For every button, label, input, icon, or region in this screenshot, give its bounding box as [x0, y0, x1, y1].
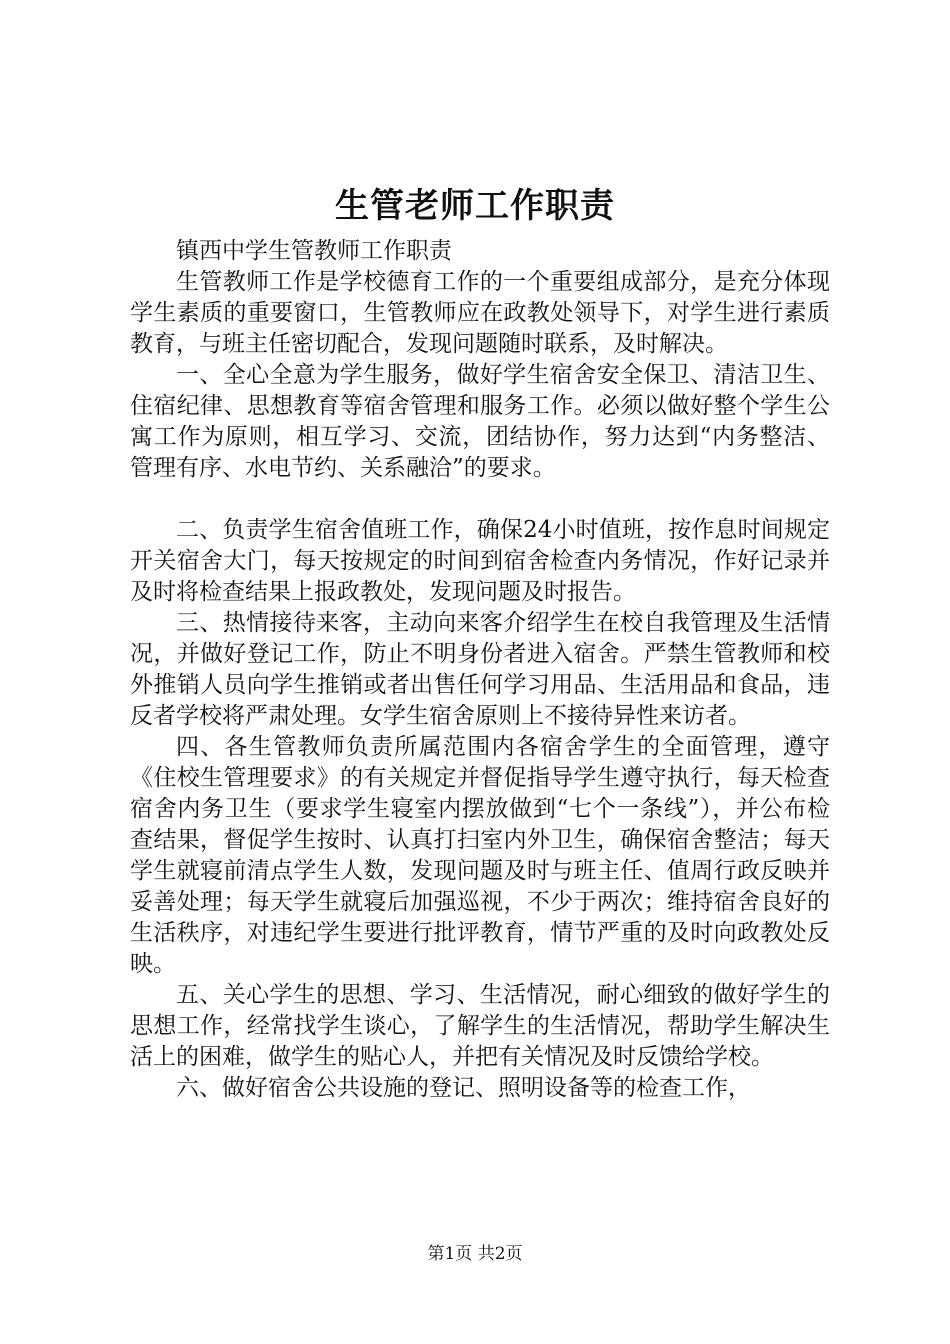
duty-paragraph-4: 四、各生管教师负责所属范围内各宿舍学生的全面管理，遵守《住校生管理要求》的有关规定并督促指导学生遵守执行，每天检查宿舍内务卫生（要求学生寝室内摆放做到“七个一条线”），并公布检查结果，督促学生按时、认真打扫室内外卫生，确保宿舍整洁；每天学生就寝前清点学生人数，发现问题及时与班主任、值周行政反映并妥善处理；每天学生就寝后加强巡视，不少于两次；维持宿舍良好的生活秩序，对违纪学生要进行批评教育，情节严重的及时向政教处反映。: [130, 734, 830, 977]
intro-paragraph: 生管教师工作是学校德育工作的一个重要组成部分，是充分体现学生素质的重要窗口，生管教师应在政教处领导下，对学生进行素质教育，与班主任密切配合，发现问题随时联系，及时解决。: [130, 269, 830, 357]
duty-paragraph-2: 二、负责学生宿舍值班工作，确保24小时值班，按作息时间规定开关宿舍大门，每天按规定的时间到宿舍检查内务情况，作好记录并及时将检查结果上报政教处，发现问题及时报告。: [130, 517, 830, 605]
document-body: [130, 236, 830, 1104]
blank-line: [130, 484, 830, 515]
duty-paragraph-3: 三、热情接待来客，主动向来客介绍学生在校自我管理及生活情况，并做好登记工作，防止不明身份者进入宿舍。严禁生管教师和校外推销人员向学生推销或者出售任何学习用品、生活用品和食品，违反者学校将严肃处理。女学生宿舍原则上不接待异性来访者。: [130, 610, 830, 729]
page-footer: 第1页 共2页: [427, 1244, 523, 1264]
document-title: 生管老师工作职责: [335, 186, 615, 226]
duty-paragraph-6: 六、做好宿舍公共设施的登记、照明设备等的检查工作，: [176, 1075, 751, 1101]
duty-paragraph-1: 一、全心全意为学生服务，做好学生宿舍安全保卫、清洁卫生、住宿纪律、思想教育等宿舍管理和服务工作。必须以做好整个学生公寓工作为原则，相互学习、交流，团结协作，努力达到“内务整洁、管理有序、水电节约、关系融洽”的要求。: [130, 362, 830, 481]
duty-paragraph-5: 五、关心学生的思想、学习、生活情况，耐心细致的做好学生的思想工作，经常找学生谈心，了解学生的生活情况，帮助学生解决生活上的困难，做学生的贴心人，并把有关情况及时反馈给学校。: [130, 982, 830, 1070]
subtitle-paragraph: 镇西中学生管教师工作职责: [176, 238, 452, 264]
